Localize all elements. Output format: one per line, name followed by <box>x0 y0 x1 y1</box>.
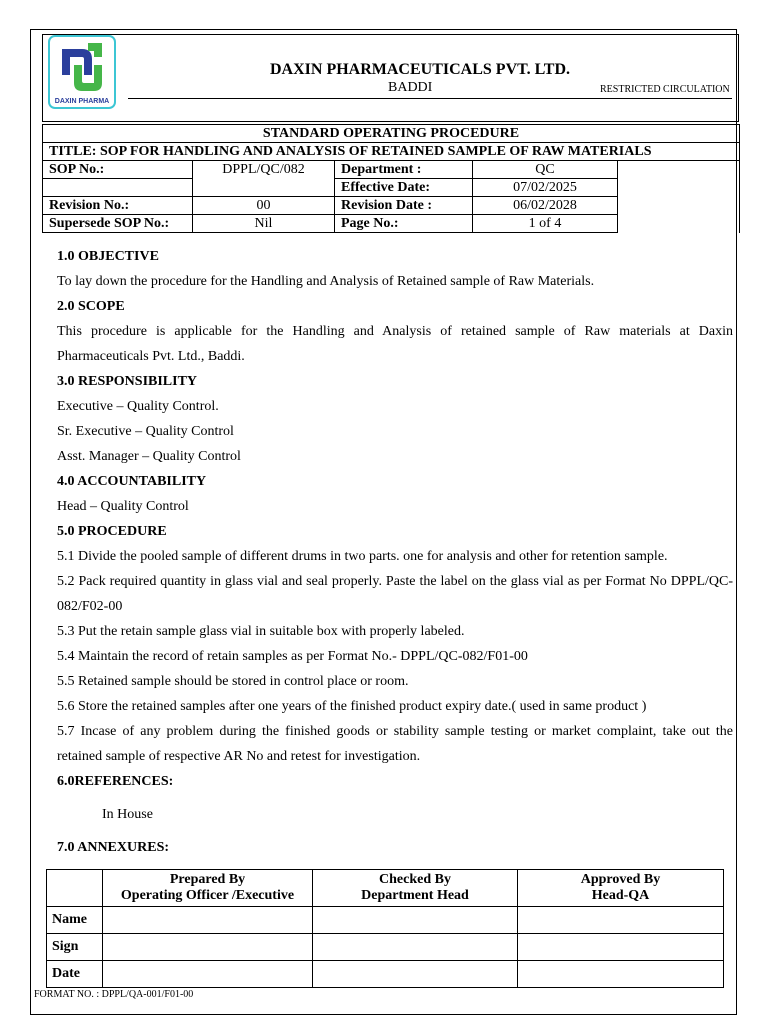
procedure-step: 5.1 Divide the pooled sample of different drums in two parts. one for analysis and other for retention sample. <box>57 549 668 564</box>
page-no-value: 1 of 4 <box>473 215 618 233</box>
accountability-text: Head – Quality Control <box>57 499 189 514</box>
responsibility-item: Sr. Executive – Quality Control <box>57 424 234 439</box>
checked-name-cell <box>313 907 518 934</box>
scope-heading: 2.0 SCOPE <box>57 299 125 314</box>
signoff-table <box>46 869 724 988</box>
objective-text: To lay down the procedure for the Handling and Analysis of Retained sample of Raw Materials. <box>57 274 595 289</box>
checked-by-header: Checked By Department Head <box>313 870 518 907</box>
approved-date-cell <box>518 961 724 988</box>
signoff-row-label: Date <box>47 961 103 988</box>
meta-empty-cell <box>43 179 193 197</box>
effective-date-label: Effective Date: <box>335 179 473 197</box>
revision-date-value: 06/02/2028 <box>473 197 618 215</box>
company-name: DAXIN PHARMACEUTICALS PVT. LTD. <box>270 61 571 78</box>
prepared-date-cell <box>103 961 313 988</box>
procedure-step: 5.4 Maintain the record of retain samples as per Format No.- DPPL/QC-082/F01-00 <box>57 649 528 664</box>
effective-date-value: 07/02/2025 <box>473 179 618 197</box>
checked-sign-cell <box>313 934 518 961</box>
prepared-sign-cell <box>103 934 313 961</box>
sop-meta-table <box>42 124 740 233</box>
procedure-step: 5.3 Put the retain sample glass vial in suitable box with properly labeled. <box>57 624 465 639</box>
checked-date-cell <box>313 961 518 988</box>
page-no-label: Page No.: <box>335 215 473 233</box>
annexures-heading: 7.0 ANNEXURES: <box>57 840 170 855</box>
signoff-corner <box>47 870 103 907</box>
approved-sign-cell <box>518 934 724 961</box>
format-number: FORMAT NO. : DPPL/QA-001/F01-00 <box>34 989 194 1000</box>
meta-blank <box>618 161 740 233</box>
prepared-by-header: Prepared By Operating Officer /Executive <box>103 870 313 907</box>
objective-heading: 1.0 OBJECTIVE <box>57 249 159 264</box>
scope-text: This procedure is applicable for the Handling and Analysis of retained sample of Raw materials at Daxin Pharmaceuticals Pvt. Ltd., Baddi. <box>57 324 733 364</box>
header-rule <box>128 98 732 99</box>
sop-title: TITLE: SOP FOR HANDLING AND ANALYSIS OF RETAINED SAMPLE OF RAW MATERIALS <box>43 143 740 161</box>
approved-by-header: Approved By Head-QA <box>518 870 724 907</box>
company-logo <box>48 35 116 109</box>
prepared-name-cell <box>103 907 313 934</box>
sop-no-value: DPPL/QC/082 <box>193 161 335 197</box>
company-city: BADDI <box>388 80 433 95</box>
circulation-note: RESTRICTED CIRCULATION <box>600 84 730 95</box>
sop-body <box>57 244 733 860</box>
department-value: QC <box>473 161 618 179</box>
procedure-step: 5.6 Store the retained samples after one years of the finished product expiry date.( used in same product ) <box>57 699 647 714</box>
procedure-step: 5.7 Incase of any problem during the finished goods or stability sample testing or market complaint, take out the retained sample of respective AR No and retest for investigation. <box>57 724 733 764</box>
department-label: Department : <box>335 161 473 179</box>
procedure-step: 5.5 Retained sample should be stored in control place or room. <box>57 674 409 689</box>
responsibility-heading: 3.0 RESPONSIBILITY <box>57 374 198 389</box>
approved-name-cell <box>518 907 724 934</box>
procedure-step: 5.2 Pack required quantity in glass vial and seal properly. Paste the label on the glass vial as per Format No DPPL/QC-082/F02-00 <box>57 574 733 614</box>
signoff-row-label: Sign <box>47 934 103 961</box>
revision-date-label: Revision Date : <box>335 197 473 215</box>
signoff-row-label: Name <box>47 907 103 934</box>
supersede-label: Supersede SOP No.: <box>43 215 193 233</box>
revision-no-label: Revision No.: <box>43 197 193 215</box>
references-text: In House <box>102 807 153 822</box>
sop-heading: STANDARD OPERATING PROCEDURE <box>43 125 740 143</box>
responsibility-item: Executive – Quality Control. <box>57 399 219 414</box>
responsibility-item: Asst. Manager – Quality Control <box>57 449 241 464</box>
accountability-heading: 4.0 ACCOUNTABILITY <box>57 474 207 489</box>
supersede-value: Nil <box>193 215 335 233</box>
sop-no-label: SOP No.: <box>43 161 193 179</box>
revision-no-value: 00 <box>193 197 335 215</box>
procedure-heading: 5.0 PROCEDURE <box>57 524 167 539</box>
references-heading: 6.0REFERENCES: <box>57 774 174 789</box>
svg-text:DAXIN PHARMA: DAXIN PHARMA <box>54 98 110 105</box>
